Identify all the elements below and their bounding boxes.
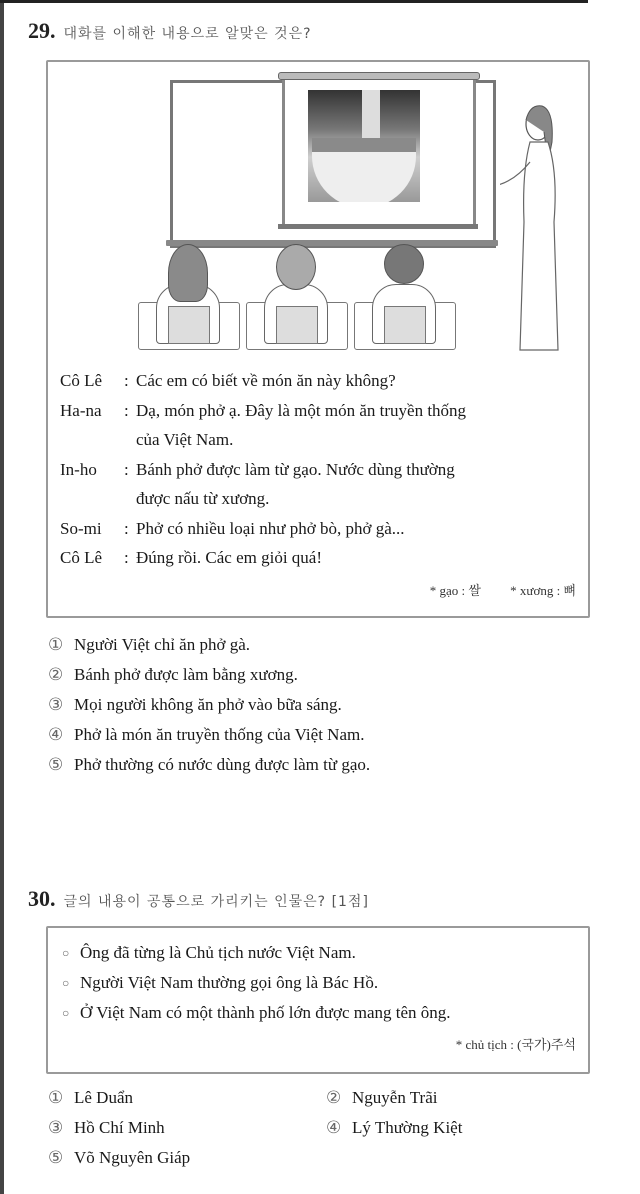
- choice-text: Hồ Chí Minh: [74, 1118, 165, 1137]
- circle-bullet-icon: ○: [62, 976, 70, 990]
- choice-number: ③: [48, 1118, 64, 1137]
- dialogue-row: [60, 396, 582, 426]
- choice-number: ②: [48, 665, 64, 684]
- choice-number: ②: [326, 1088, 342, 1107]
- question-number: 30.: [28, 886, 56, 911]
- speaker: In-ho: [60, 459, 97, 479]
- choice-number: ⑤: [48, 1148, 64, 1167]
- chair: [384, 306, 426, 344]
- choice-number: ①: [48, 1088, 64, 1107]
- student-hana: [138, 244, 238, 354]
- question-30-passage-box: [46, 926, 590, 1074]
- choice-number: ④: [48, 725, 64, 744]
- bowl-shape: [312, 138, 416, 202]
- question-30-choices: [48, 1083, 586, 1173]
- teacher-figure: [500, 102, 570, 352]
- utterance: Đúng rồi. Các em giỏi quá!: [136, 548, 323, 567]
- speaker: Ha-na: [60, 400, 102, 420]
- colon: :: [124, 518, 129, 538]
- chair: [168, 306, 210, 344]
- choice-text: Bánh phở được làm bằng xương.: [74, 665, 298, 684]
- question-29-title: [28, 18, 312, 44]
- circle-bullet-icon: ○: [62, 946, 70, 960]
- bullet-item: [62, 938, 572, 968]
- choice-5[interactable]: [48, 1143, 326, 1173]
- choice-3[interactable]: [48, 1113, 326, 1143]
- choice-number: ①: [48, 635, 64, 654]
- question-number: 29.: [28, 18, 56, 43]
- screen-roller: [278, 72, 480, 80]
- page-top-border: [0, 0, 588, 3]
- question-prompt: 글의 내용이 공통으로 가리키는 인물은? [1점]: [63, 894, 369, 910]
- choice-text: Phở là món ăn truyền thống của Việt Nam.: [74, 725, 365, 744]
- choice-2[interactable]: [326, 1083, 586, 1113]
- choice-5[interactable]: [48, 750, 370, 780]
- choice-text: Lê Duẩn: [74, 1088, 134, 1107]
- student-head: [384, 244, 424, 284]
- question-29-passage-box: [46, 60, 590, 618]
- choice-number: ③: [48, 695, 64, 714]
- choice-1[interactable]: [48, 1083, 326, 1113]
- dialogue-row: [60, 455, 582, 485]
- dialogue-row: [60, 543, 582, 573]
- choice-3[interactable]: [48, 690, 370, 720]
- speaker: So-mi: [60, 518, 102, 538]
- dialogue-row-continued: [60, 484, 582, 514]
- student-inho: [354, 244, 454, 354]
- colon: :: [124, 548, 129, 567]
- glossary: [404, 580, 576, 599]
- glossary: * chủ tịch : (국가)주석: [455, 1037, 576, 1052]
- speaker: Cô Lê: [60, 371, 103, 390]
- choice-number: ⑤: [48, 755, 64, 774]
- glossary-item: * xương : 뼈: [510, 583, 576, 598]
- question-29-choices: [48, 630, 370, 780]
- choice-2[interactable]: [48, 660, 370, 690]
- utterance: Bánh phở được làm từ gạo. Nước dùng thường: [136, 459, 455, 479]
- student-head: [168, 244, 208, 302]
- choice-text: Lý Thường Kiệt: [352, 1118, 463, 1137]
- colon: :: [124, 371, 129, 390]
- utterance: được nấu từ xương.: [136, 489, 270, 508]
- choice-text: Nguyễn Trãi: [352, 1088, 438, 1107]
- choice-text: Phở thường có nước dùng được làm từ gạo.: [74, 755, 371, 774]
- circle-bullet-icon: ○: [62, 1006, 70, 1020]
- choice-4[interactable]: [326, 1113, 586, 1143]
- dialogue-row: [60, 514, 582, 544]
- choice-text: Người Việt chỉ ăn phở gà.: [74, 635, 250, 654]
- glossary-item: * gạo : 쌀: [429, 583, 481, 598]
- utterance: của Việt Nam.: [136, 430, 234, 449]
- colon: :: [124, 400, 129, 420]
- bullet-item: [62, 998, 572, 1028]
- page-left-border: [0, 0, 4, 1194]
- dialogue-row: [60, 366, 582, 396]
- bullet-list: [62, 938, 572, 1028]
- screen-bottom-bar: [278, 224, 478, 229]
- classroom-illustration: [128, 74, 568, 354]
- choice-text: Võ Nguyên Giáp: [74, 1148, 191, 1167]
- choice-4[interactable]: [48, 720, 370, 750]
- dialogue: [60, 366, 582, 573]
- question-prompt: 대화를 이해한 내용으로 알맞은 것은?: [63, 26, 312, 42]
- utterance: Các em có biết về món ăn này không?: [136, 371, 396, 390]
- bullet-text: Ở Việt Nam có một thành phố lớn được mang tên ông.: [80, 1003, 451, 1022]
- colon: :: [124, 459, 129, 479]
- student-head: [276, 244, 316, 290]
- utterance: Phở có nhiều loại như phở bò, phở gà...: [136, 518, 405, 538]
- choice-number: ④: [326, 1118, 342, 1137]
- bullet-text: Người Việt Nam thường gọi ông là Bác Hồ.: [80, 973, 379, 992]
- utterance: Dạ, món phở ạ. Đây là một món ăn truyền thống: [136, 400, 467, 420]
- dialogue-row-continued: [60, 425, 582, 455]
- choice-text: Mọi người không ăn phở vào bữa sáng.: [74, 695, 342, 714]
- chair: [276, 306, 318, 344]
- choice-1[interactable]: [48, 630, 370, 660]
- bullet-text: Ông đã từng là Chủ tịch nước Việt Nam.: [80, 943, 356, 962]
- question-30-title: [28, 886, 369, 912]
- speaker: Cô Lê: [60, 548, 103, 567]
- student-somi: [246, 244, 346, 354]
- bullet-item: [62, 968, 572, 998]
- pho-photo-image: [308, 90, 420, 202]
